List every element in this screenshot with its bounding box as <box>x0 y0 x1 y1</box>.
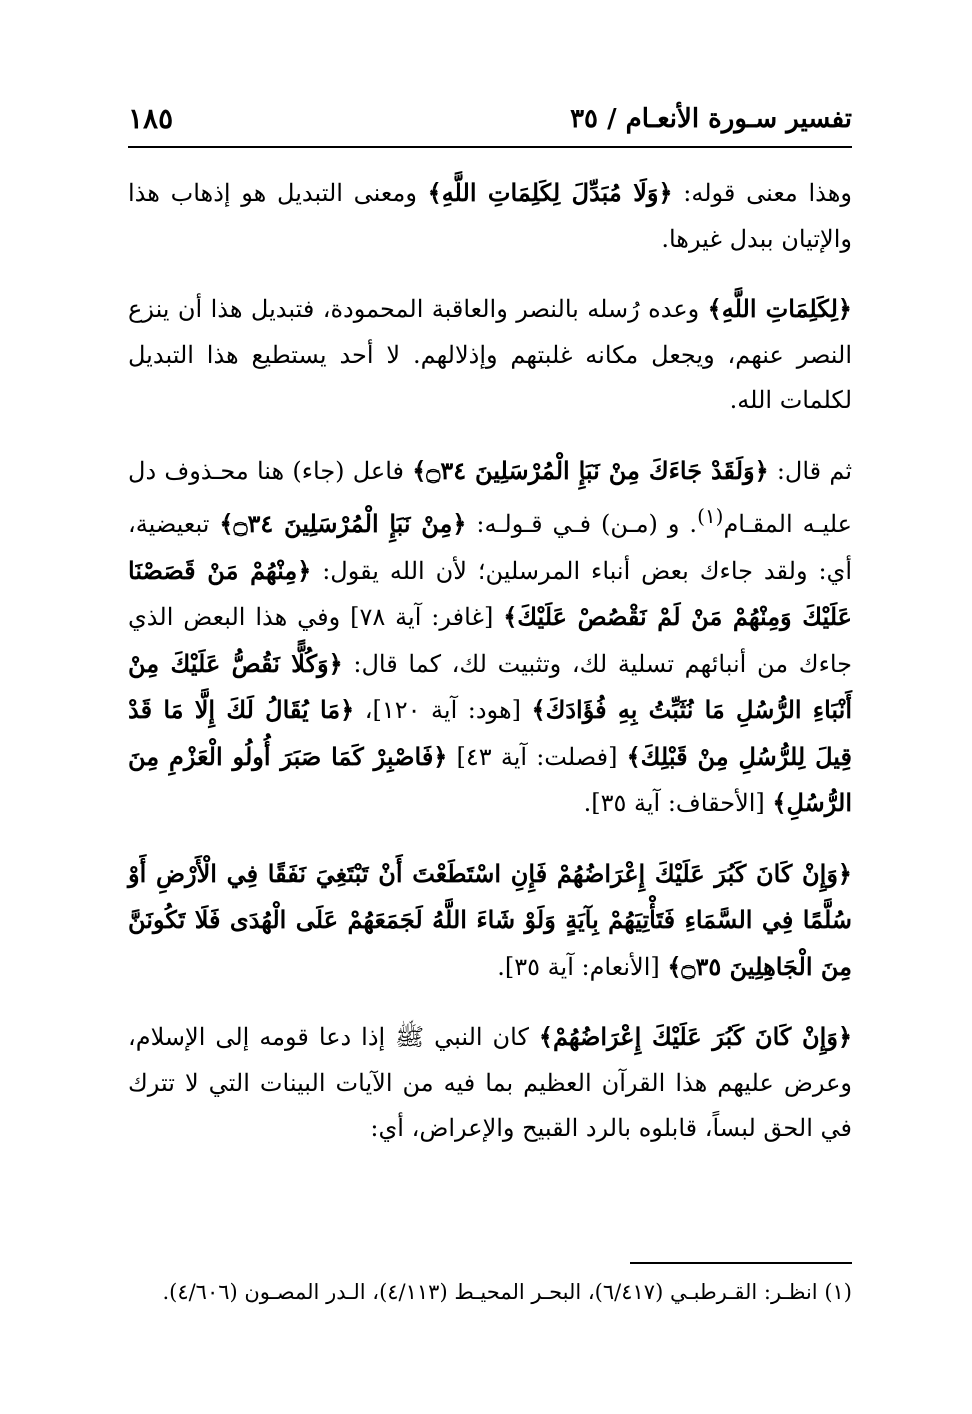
running-title: تفسير سـورة الأنعـام / ٣٥ <box>570 104 852 134</box>
paragraph <box>128 448 852 827</box>
text-run: . و (مـن) فـي قـولـه: <box>466 510 698 538</box>
text-run: وعده رُسله بالنصر والعاقبة المحمودة، فتبديل هذا أن ينزع النصر عنهم، ويجعل مكانه غلبتهم وإذلالهم. لا أحد يستطيع هذا التبديل لكلمات الله. <box>128 295 852 414</box>
text-run: [غافر: آية ٧٨] وفي هذا البعض الذي جاءك من أنبائهم تسلية لك، وتثبيت لك، كما قال: <box>128 603 853 678</box>
page-number: ١٨٥ <box>128 102 174 135</box>
text-run: كان النبي ﷺ إذا دعا قومه إلى الإسلام، وعرض عليهم هذا القرآن العظيم بما فيه من الآيات البينات التي لا تترك في الحق لبساً، قابلوه بالرد القبيح والإعراض، أي: <box>128 1023 852 1142</box>
text-run: تبعيضية، أي: ولقد جاءك بعض أنباء المرسلين؛ لأن الله يقول: <box>128 510 852 585</box>
paragraph <box>128 286 852 424</box>
paragraph <box>128 851 852 991</box>
text-run: ثم قال: <box>768 456 853 485</box>
text-run: [فصلت: آية ٤٣] <box>447 742 627 771</box>
footnote: (١) انظـر: القـرطبـي (٦/٤١٧)، البحـر المحيـط (٤/١١٣)، الـدر المصـون (٤/٦٠٦). <box>162 1280 852 1304</box>
quran-quote: ﴿وَلَقَدْ جَاءَكَ مِنْ نَبَإِ الْمُرْسَلِينَ ۝٣٤﴾ <box>412 455 769 485</box>
quran-quote: ﴿وَإِنْ كَانَ كَبُرَ عَلَيْكَ إِعْرَاضُهُمْ﴾ <box>538 1022 852 1051</box>
text-run: [الأحقاف: آية ٣٥]. <box>583 789 773 817</box>
quran-quote: ﴿فَاصْبِرْ كَمَا صَبَرَ أُولُو الْعَزْمِ مِنَ الرُّسُلِ﴾ <box>128 741 852 817</box>
text-run: ومعنى التبديل هو إذهاب هذا والإتيان ببدل غيرها. <box>128 179 852 253</box>
text-run: [الأنعام: آية ٣٥]. <box>497 952 668 981</box>
quran-quote: ﴿وَلَا مُبَدِّلَ لِكَلِمَاتِ اللَّهِ﴾ <box>427 178 673 207</box>
page-header <box>128 100 852 148</box>
main-text <box>128 170 852 1176</box>
text-run: وهذا معنى قوله: <box>672 179 852 207</box>
quran-quote: ﴿مِنْهُمْ مَنْ قَصَصْنَا عَلَيْكَ وَمِنْهُمْ مَنْ لَمْ نَقْصُصْ عَلَيْكَ﴾ <box>128 555 852 631</box>
quran-quote: ﴿وَكُلًّا نَقُصُّ عَلَيْكَ مِنْ أَنْبَاءِ الرُّسُلِ مَا نُثَبِّتُ بِهِ فُؤَادَكَ﴾ <box>128 648 852 724</box>
footnote-ref: (١) <box>697 504 724 528</box>
text-run: [هود: آية ١٢٠]، <box>354 696 532 724</box>
footnote-divider <box>630 1262 852 1264</box>
paragraph <box>128 170 852 262</box>
quran-quote: ﴿مِنْ نَبَإِ الْمُرْسَلِينَ ۝٣٤﴾ <box>219 509 467 538</box>
quran-quote: ﴿لِكَلِمَاتِ اللَّهِ﴾ <box>707 294 852 323</box>
quran-quote: ﴿وَإِنْ كَانَ كَبُرَ عَلَيْكَ إِعْرَاضُهُمْ فَإِنِ اسْتَطَعْتَ أَنْ تَبْتَغِيَ نَفَقًا فِي الْأَرْضِ أَوْ سُلَّمًا فِي السَّمَاءِ فَتَأْتِيَهُمْ بِآيَةٍ وَلَوْ شَاءَ اللَّهُ لَجَمَعَهُمْ عَلَى الْهُدَى فَلَا تَكُونَنَّ مِنَ الْجَاهِلِينَ ۝٣٥﴾ <box>128 858 852 981</box>
quran-quote: ﴿مَا يُقَالُ لَكَ إِلَّا مَا قَدْ قِيلَ لِلرُّسُلِ مِنْ قَبْلِكَ﴾ <box>128 695 853 771</box>
text-run: فاعل (جاء) هنا محـذوف دل عليـه المقـام <box>128 456 853 538</box>
paragraph <box>128 1014 852 1152</box>
